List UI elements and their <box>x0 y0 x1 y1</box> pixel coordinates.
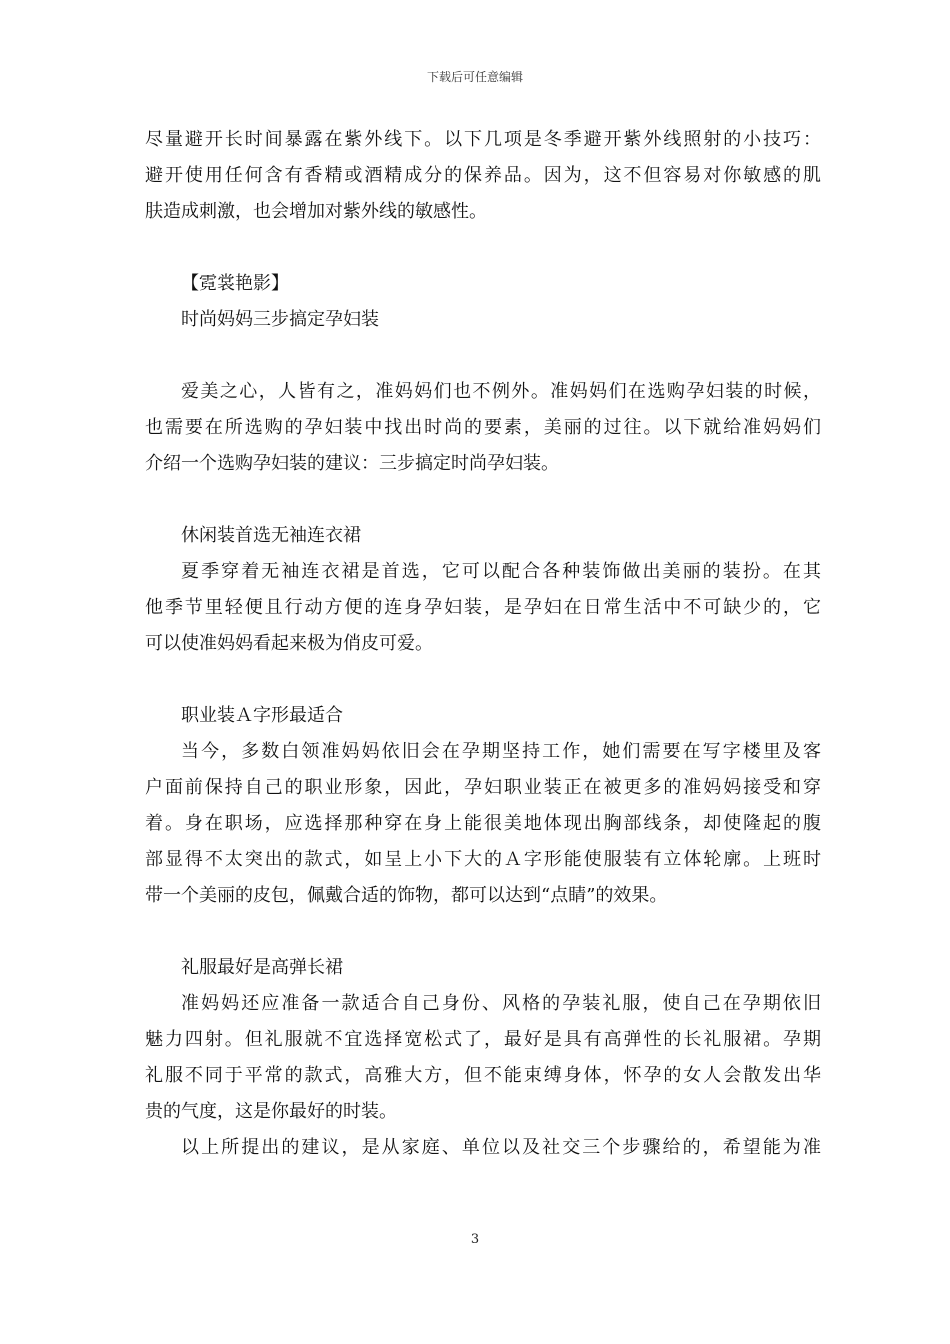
paragraph-line: 他季节里轻便且行动方便的连身孕妇装，是孕妇在日常生活中不可缺少的，它 <box>145 597 821 618</box>
paragraph-line: 以上所提出的建议，是从家庭、单位以及社交三个步骤给的，希望能为准 <box>181 1137 821 1158</box>
paragraph-line: 可以使准妈妈看起来极为俏皮可爱。 <box>145 633 433 654</box>
paragraph-line: 着。身在职场，应选择那种穿在身上能很美地体现出胸部线条，却使隆起的腹 <box>145 813 821 834</box>
paragraph-line: 夏季穿着无袖连衣裙是首选，它可以配合各种装饰做出美丽的装扮。在其 <box>181 561 821 582</box>
subheading-work: 职业装Ａ字形最适合 <box>181 705 343 726</box>
paragraph-line: 避开使用任何含有香精或酒精成分的保养品。因为，这不但容易对你敏感的肌 <box>145 165 821 186</box>
page-number: 3 <box>470 1232 480 1247</box>
paragraph-line: 爱美之心，人皆有之，准妈妈们也不例外。准妈妈们在选购孕妇装的时候， <box>181 381 821 402</box>
paragraph-line: 礼服不同于平常的款式，高雅大方，但不能束缚身体，怀孕的女人会散发出华 <box>145 1065 821 1086</box>
paragraph-line: 也需要在所选购的孕妇装中找出时尚的要素，美丽的过往。以下就给准妈妈们 <box>145 417 821 438</box>
paragraph-line: 魅力四射。但礼服就不宜选择宽松式了，最好是具有高弹性的长礼服裙。孕期 <box>145 1029 821 1050</box>
page-header: 下载后可任意编辑 <box>426 70 523 84</box>
paragraph-line: 肤造成刺激，也会增加对紫外线的敏感性。 <box>145 201 487 222</box>
paragraph-line: 介绍一个选购孕妇装的建议：三步搞定时尚孕妇装。 <box>145 453 559 474</box>
subheading-formal: 礼服最好是高弹长裙 <box>181 957 343 978</box>
paragraph-line: 准妈妈还应准备一款适合自己身份、风格的孕装礼服，使自己在孕期依旧 <box>181 993 821 1014</box>
section-tag: 【霓裳艳影】 <box>181 273 289 294</box>
subheading-casual: 休闲装首选无袖连衣裙 <box>181 525 361 546</box>
paragraph-line: 尽量避开长时间暴露在紫外线下。以下几项是冬季避开紫外线照射的小技巧： <box>145 129 821 150</box>
section-title: 时尚妈妈三步搞定孕妇装 <box>181 309 379 330</box>
document-body <box>145 122 821 1166</box>
paragraph-line: 当今，多数白领准妈妈依旧会在孕期坚持工作，她们需要在写字楼里及客 <box>181 741 821 762</box>
paragraph-line: 户面前保持自己的职业形象，因此，孕妇职业装正在被更多的准妈妈接受和穿 <box>145 777 821 798</box>
paragraph-line: 带一个美丽的皮包，佩戴合适的饰物，都可以达到“点睛”的效果。 <box>145 885 668 906</box>
paragraph-line: 部显得不太突出的款式，如呈上小下大的Ａ字形能使服装有立体轮廓。上班时 <box>145 849 821 870</box>
paragraph-line: 贵的气度，这是你最好的时装。 <box>145 1101 397 1122</box>
